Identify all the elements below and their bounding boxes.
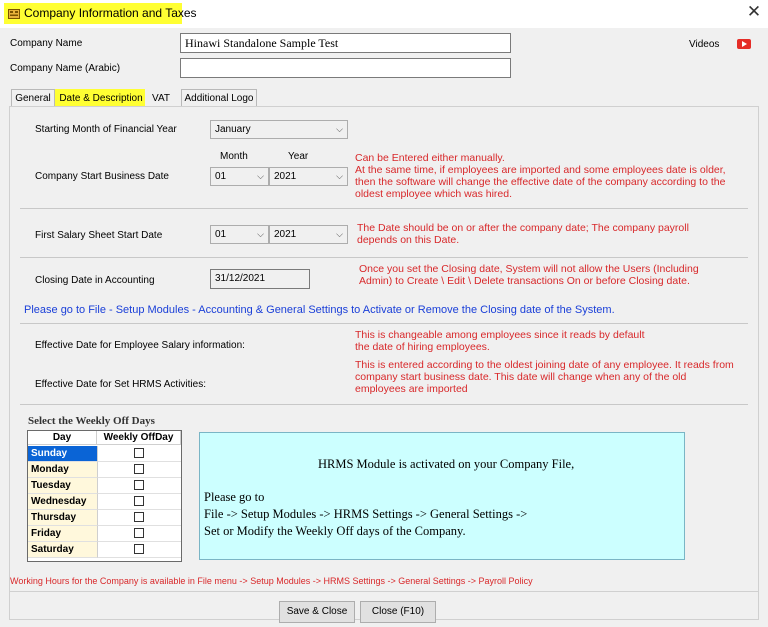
youtube-icon[interactable] [737, 39, 751, 49]
day-cell[interactable]: Sunday [28, 446, 97, 462]
weekly-off-title: Select the Weekly Off Days [28, 415, 155, 427]
day-column-header: Day [28, 431, 97, 445]
start-year-select[interactable] [269, 167, 348, 186]
friday-checkbox[interactable] [134, 528, 144, 538]
chevron-down-icon: ⌵ [257, 171, 264, 181]
start-date-note: Can be Entered either manually. At the same time, if employees are imported and some employees date is older, then the software will change the effective date of the company according to the oldest employee which was hired. [355, 152, 726, 200]
table-row [28, 510, 181, 526]
working-hours-note: Working Hours for the Company is available in File menu -> Setup Modules -> HRMS Settings -> General Settings -> Payroll Policy [10, 576, 533, 586]
hrms-info-line4: Set or Modify the Weekly Off days of the Company. [204, 524, 466, 538]
table-row [28, 478, 181, 494]
separator [20, 323, 748, 324]
checkbox-cell [97, 510, 181, 526]
chevron-down-icon: ⌵ [336, 124, 343, 134]
table-row [28, 494, 181, 510]
company-name-arabic-label: Company Name (Arabic) [10, 63, 121, 74]
close-icon[interactable]: ✕ [746, 2, 762, 21]
tab-general[interactable]: General [11, 89, 55, 107]
checkbox-cell [97, 478, 181, 494]
company-name-input[interactable]: Hinawi Standalone Sample Test [180, 33, 511, 53]
effective-salary-note: This is changeable among employees since it reads by default the date of hiring employees. [355, 329, 645, 353]
day-cell[interactable]: Thursday [28, 510, 97, 526]
company-name-label: Company Name [10, 38, 83, 49]
checkbox-cell [97, 494, 181, 510]
financial-month-value: January [215, 124, 251, 135]
salary-month-value: 01 [215, 229, 227, 240]
app-icon [8, 8, 20, 19]
tab-additional-logo[interactable]: Additional Logo [181, 89, 257, 107]
hrms-info-box [199, 432, 685, 560]
effective-salary-label: Effective Date for Employee Salary information: [35, 340, 245, 351]
checkbox-cell [97, 542, 181, 558]
salary-sheet-label: First Salary Sheet Start Date [35, 230, 163, 241]
separator [20, 208, 748, 209]
sunday-checkbox[interactable] [134, 448, 144, 458]
setup-modules-note: Please go to File - Setup Modules - Accounting & General Settings to Activate or Remove the Closing date of the System. [24, 304, 615, 316]
chevron-down-icon: ⌵ [257, 229, 264, 239]
checkbox-cell [97, 446, 181, 462]
day-cell[interactable]: Tuesday [28, 478, 97, 494]
weekly-off-grid [27, 430, 182, 562]
table-row [28, 542, 181, 558]
closing-date-label: Closing Date in Accounting [35, 275, 155, 286]
separator [20, 404, 748, 405]
window-title: Company Information and Taxes [24, 6, 197, 20]
thursday-checkbox[interactable] [134, 512, 144, 522]
salary-year-value: 2021 [274, 229, 297, 240]
weekly-off-column-header: Weekly OffDay [97, 431, 181, 445]
close-button[interactable]: Close (F10) [360, 601, 436, 623]
company-name-arabic-input[interactable] [180, 58, 511, 78]
checkbox-cell [97, 526, 181, 542]
year-header: Year [288, 151, 309, 162]
save-close-button[interactable]: Save & Close [279, 601, 355, 623]
start-date-label: Company Start Business Date [35, 171, 169, 182]
start-year-value: 2021 [274, 171, 297, 182]
table-row [28, 526, 181, 542]
hrms-info-line1: HRMS Module is activated on your Company File, [318, 457, 575, 471]
table-row [28, 446, 181, 462]
salary-year-select[interactable] [269, 225, 348, 244]
effective-hrms-note: This is entered according to the oldest joining date of any employee. It reads from company start business date. This date will change when any of the old employees are imported [355, 359, 734, 395]
separator [10, 591, 758, 592]
separator [20, 257, 748, 258]
tab-vat[interactable]: VAT [145, 89, 177, 107]
table-row [28, 462, 181, 478]
chevron-down-icon: ⌵ [336, 171, 343, 181]
salary-month-select[interactable] [210, 225, 269, 244]
day-cell[interactable]: Friday [28, 526, 97, 542]
videos-label: Videos [689, 39, 720, 50]
salary-sheet-note: The Date should be on or after the company date; The company payroll depends on this Date. [357, 222, 689, 246]
month-header: Month [220, 151, 248, 162]
hrms-info-line3: File -> Setup Modules -> HRMS Settings -> General Settings -> [204, 507, 528, 521]
closing-date-input[interactable]: 31/12/2021 [210, 269, 310, 289]
wednesday-checkbox[interactable] [134, 496, 144, 506]
closing-date-note: Once you set the Closing date, System will not allow the Users (Including Admin) to Create \ Edit \ Delete transactions On or before Closing date. [359, 263, 699, 287]
day-cell[interactable]: Wednesday [28, 494, 97, 510]
start-month-select[interactable] [210, 167, 269, 186]
chevron-down-icon: ⌵ [336, 229, 343, 239]
financial-month-select[interactable] [210, 120, 348, 139]
monday-checkbox[interactable] [134, 464, 144, 474]
checkbox-cell [97, 462, 181, 478]
day-cell[interactable]: Monday [28, 462, 97, 478]
hrms-info-line2: Please go to [204, 490, 265, 504]
effective-hrms-label: Effective Date for Set HRMS Activities: [35, 379, 206, 390]
financial-year-label: Starting Month of Financial Year [35, 124, 177, 135]
day-cell[interactable]: Saturday [28, 542, 97, 558]
saturday-checkbox[interactable] [134, 544, 144, 554]
start-month-value: 01 [215, 171, 227, 182]
tab-date-description[interactable]: Date & Description [55, 89, 147, 107]
tuesday-checkbox[interactable] [134, 480, 144, 490]
